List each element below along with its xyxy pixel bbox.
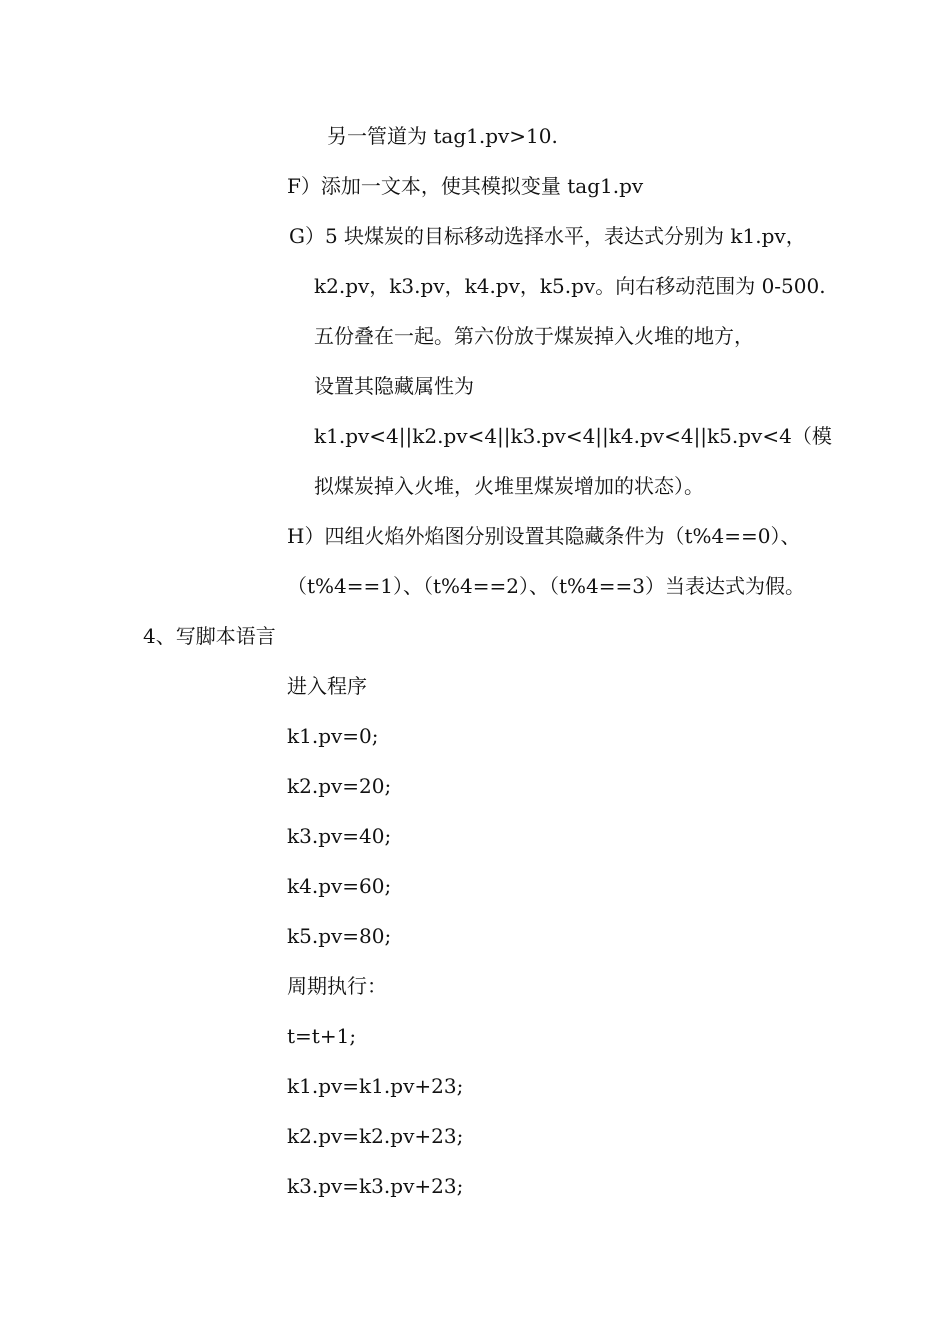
text-line-pipe-condition: 另一管道为 tag1.pv>10. [327,124,558,148]
script-line: k3.pv=k3.pv+23; [287,1174,464,1198]
script-line: k3.pv=40; [287,824,392,848]
text-line-step-g-cont3: 设置其隐藏属性为 [314,374,474,398]
text-line-step-h: H）四组火焰外焰图分别设置其隐藏条件为（t%4==0）、 [287,524,801,548]
script-line: t=t+1; [287,1024,357,1048]
text-line-step-f: F）添加一文本，使其模拟变量 tag1.pv [287,174,644,198]
script-line: k4.pv=60; [287,874,392,898]
text-line-step-h-cont: （t%4==1）、（t%4==2）、（t%4==3）当表达式为假。 [287,574,806,598]
script-line: 进入程序 [287,674,367,698]
script-line: k1.pv=k1.pv+23; [287,1074,464,1098]
script-line: k1.pv=0; [287,724,379,748]
text-line-step-g-cont2: 五份叠在一起。第六份放于煤炭掉入火堆的地方， [314,324,754,348]
section-heading: 4、写脚本语言 [143,624,276,648]
text-line-hide-expression: k1.pv<4||k2.pv<4||k3.pv<4||k4.pv<4||k5.pv<4（模 [314,424,832,448]
text-line-step-g: G）5 块煤炭的目标移动选择水平，表达式分别为 k1.pv， [289,224,806,248]
script-line: k5.pv=80; [287,924,392,948]
script-line: k2.pv=20; [287,774,392,798]
script-line: k2.pv=k2.pv+23; [287,1124,464,1148]
text-line-step-g-cont4: 拟煤炭掉入火堆，火堆里煤炭增加的状态）。 [314,474,704,498]
script-line: 周期执行： [287,974,387,998]
text-line-step-g-cont1: k2.pv，k3.pv，k4.pv，k5.pv。向右移动范围为 0-500. [314,274,826,298]
